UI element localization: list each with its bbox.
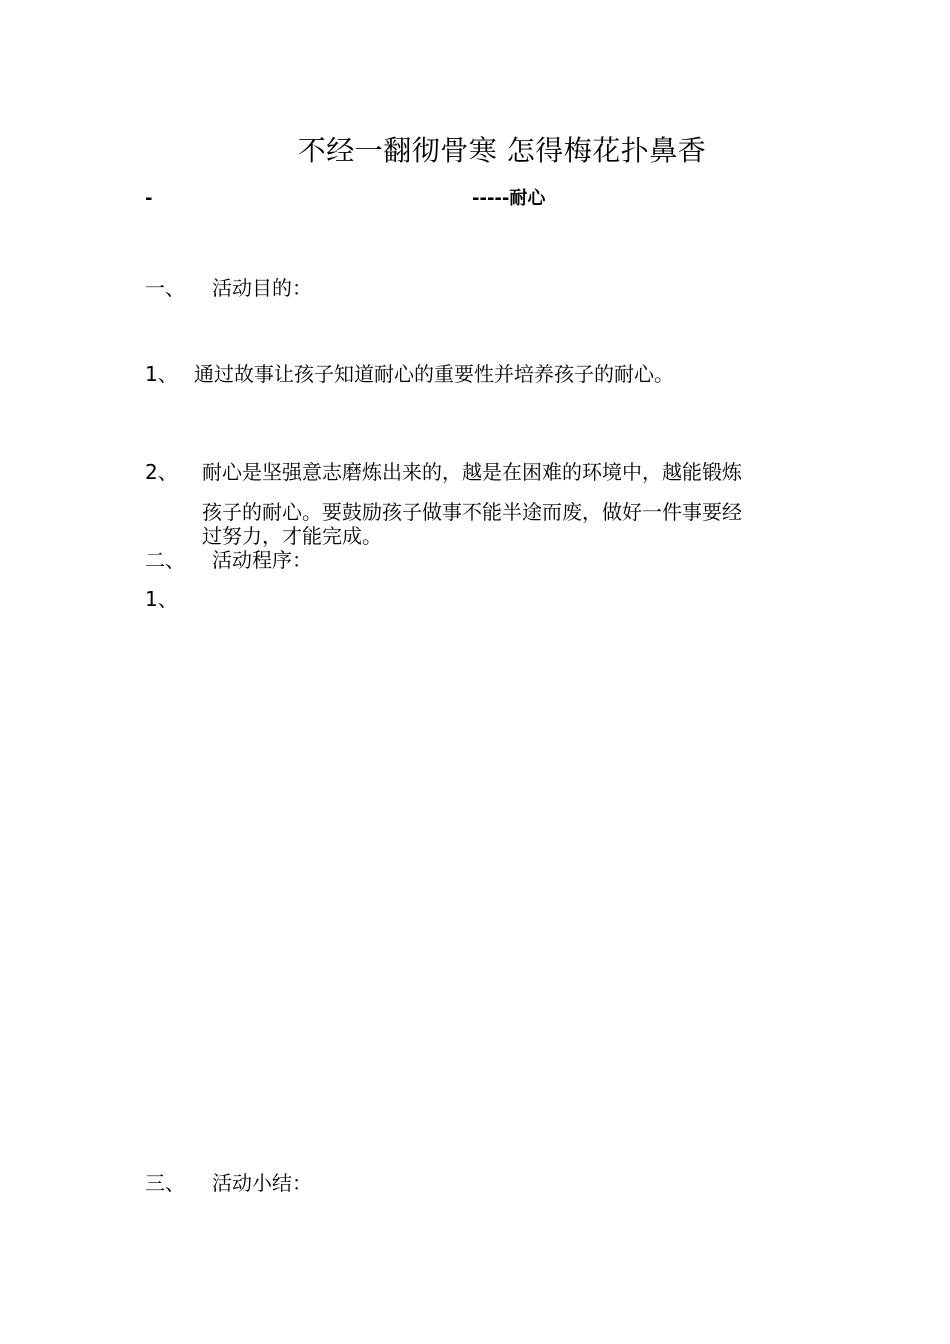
section-number: 一、 xyxy=(145,276,185,300)
list-item-number: 1、 xyxy=(145,587,178,611)
document-title: 不经一翻彻骨寒 怎得梅花扑鼻香 xyxy=(297,134,707,167)
section-number: 三、 xyxy=(145,1171,185,1195)
section-number: 二、 xyxy=(145,548,185,572)
list-item-number: 1、 xyxy=(145,362,178,386)
document-subtitle: -----耐心 xyxy=(472,188,546,209)
section-heading: 活动程序： xyxy=(212,548,312,572)
subtitle-dash: - xyxy=(145,188,153,209)
paragraph-line: 耐心是坚强意志磨炼出来的，越是在困难的环境中，越能锻炼 xyxy=(202,460,742,484)
paragraph-line: 过努力，才能完成。 xyxy=(202,524,382,548)
list-item-text: 通过故事让孩子知道耐心的重要性并培养孩子的耐心。 xyxy=(194,362,674,386)
paragraph-line: 孩子的耐心。要鼓励孩子做事不能半途而废，做好一件事要经 xyxy=(202,500,742,524)
list-item-number: 2、 xyxy=(145,460,178,484)
section-heading: 活动小结： xyxy=(212,1171,312,1195)
section-heading: 活动目的： xyxy=(212,276,312,300)
list-item-paragraph xyxy=(202,458,814,550)
